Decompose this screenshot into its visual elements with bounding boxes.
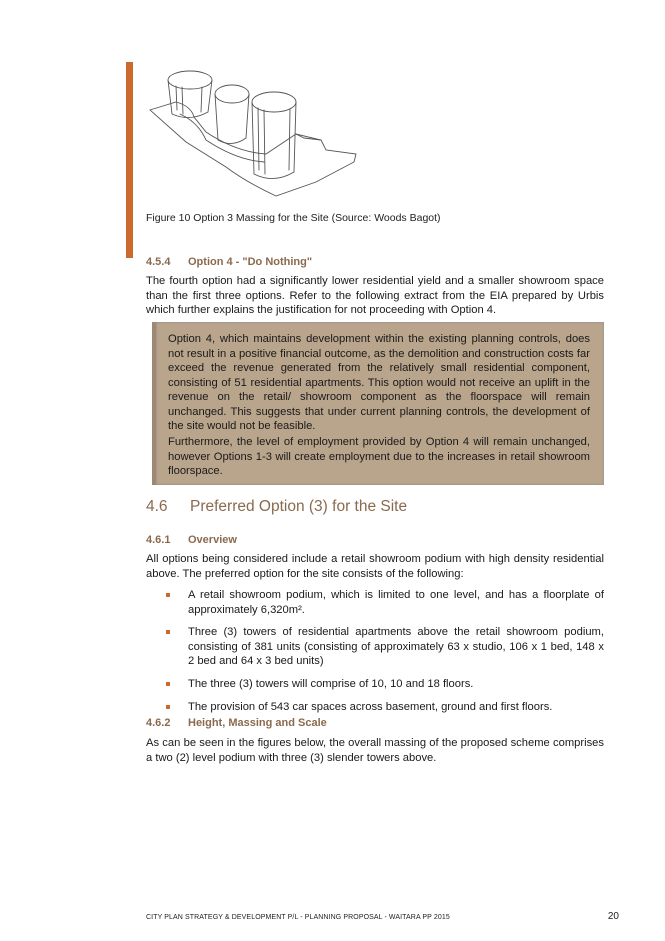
figure-caption: Figure 10 Option 3 Massing for the Site (Source: Woods Bagot) bbox=[146, 212, 441, 224]
bullet-icon bbox=[166, 682, 170, 686]
list-item: The provision of 543 car spaces across basement, ground and first floors. bbox=[146, 700, 604, 715]
section-4-6-heading bbox=[146, 498, 407, 516]
section-number: 4.6.1 bbox=[146, 534, 171, 546]
bullet-icon bbox=[166, 593, 170, 597]
massing-sketch-icon bbox=[146, 62, 366, 202]
footer-text: CITY PLAN STRATEGY & DEVELOPMENT P/L - PLANNING PROPOSAL - WAITARA PP 2015 bbox=[146, 914, 450, 921]
section-title: Preferred Option (3) for the Site bbox=[190, 498, 408, 515]
quote-paragraph-1: Option 4, which maintains development within the existing planning controls, does not result in a positive financial outcome, as the demolition and construction costs far exceed the revenue generated from the relatively small residential component, consisting of 51 residential apartments. This option would not receive an uplift in the revenue on the retail/ showroom component as the floorspace will remain unchanged. This suggests that under current planning controls, the development of the site would not be feasible. bbox=[168, 333, 590, 432]
accent-bar bbox=[126, 62, 133, 258]
bullet-icon bbox=[166, 630, 170, 634]
page-number: 20 bbox=[607, 911, 619, 922]
list-item: The three (3) towers will comprise of 10, 10 and 18 floors. bbox=[146, 677, 604, 692]
section-number: 4.6.2 bbox=[146, 717, 171, 729]
section-4-6-1-heading bbox=[146, 534, 237, 546]
section-4-5-4-heading bbox=[146, 256, 312, 268]
section-4-6-2-heading bbox=[146, 717, 327, 729]
section-number: 4.5.4 bbox=[146, 256, 171, 268]
section-4-6-2-intro: As can be seen in the figures below, the overall massing of the proposed scheme comprises a two (2) level podium with three (3) slender towers above. bbox=[146, 737, 604, 764]
quote-paragraph-2: Furthermore, the level of employment provided by Option 4 will remain unchanged, however Options 1-3 will create employment due to the increases in retail showroom floorspace. bbox=[168, 436, 590, 477]
preferred-option-list bbox=[146, 588, 604, 722]
section-4-5-4-intro: The fourth option had a significantly lower residential yield and a smaller showroom space than the first three options. Refer to the following extract from the EIA prepared by Urbis which further explains the justification for not proceeding with Option 4. bbox=[146, 275, 604, 317]
section-number: 4.6 bbox=[146, 498, 168, 515]
section-title: Option 4 - "Do Nothing" bbox=[188, 256, 313, 268]
list-item: Three (3) towers of residential apartments above the retail showroom podium, consisting of 381 units (consisting of approximately 63 x studio, 106 x 1 bed, 148 x 2 bed and 64 x 3 bed units) bbox=[146, 625, 604, 669]
section-title: Overview bbox=[188, 534, 237, 546]
bullet-icon bbox=[166, 705, 170, 709]
list-item: A retail showroom podium, which is limited to one level, and has a floorplate of approximately 6,320m². bbox=[146, 588, 604, 617]
section-title: Height, Massing and Scale bbox=[188, 717, 327, 729]
section-4-6-1-intro: All options being considered include a retail showroom podium with high density residential above. The preferred option for the site consists of the following: bbox=[146, 553, 604, 580]
eia-extract-quote bbox=[152, 322, 604, 485]
